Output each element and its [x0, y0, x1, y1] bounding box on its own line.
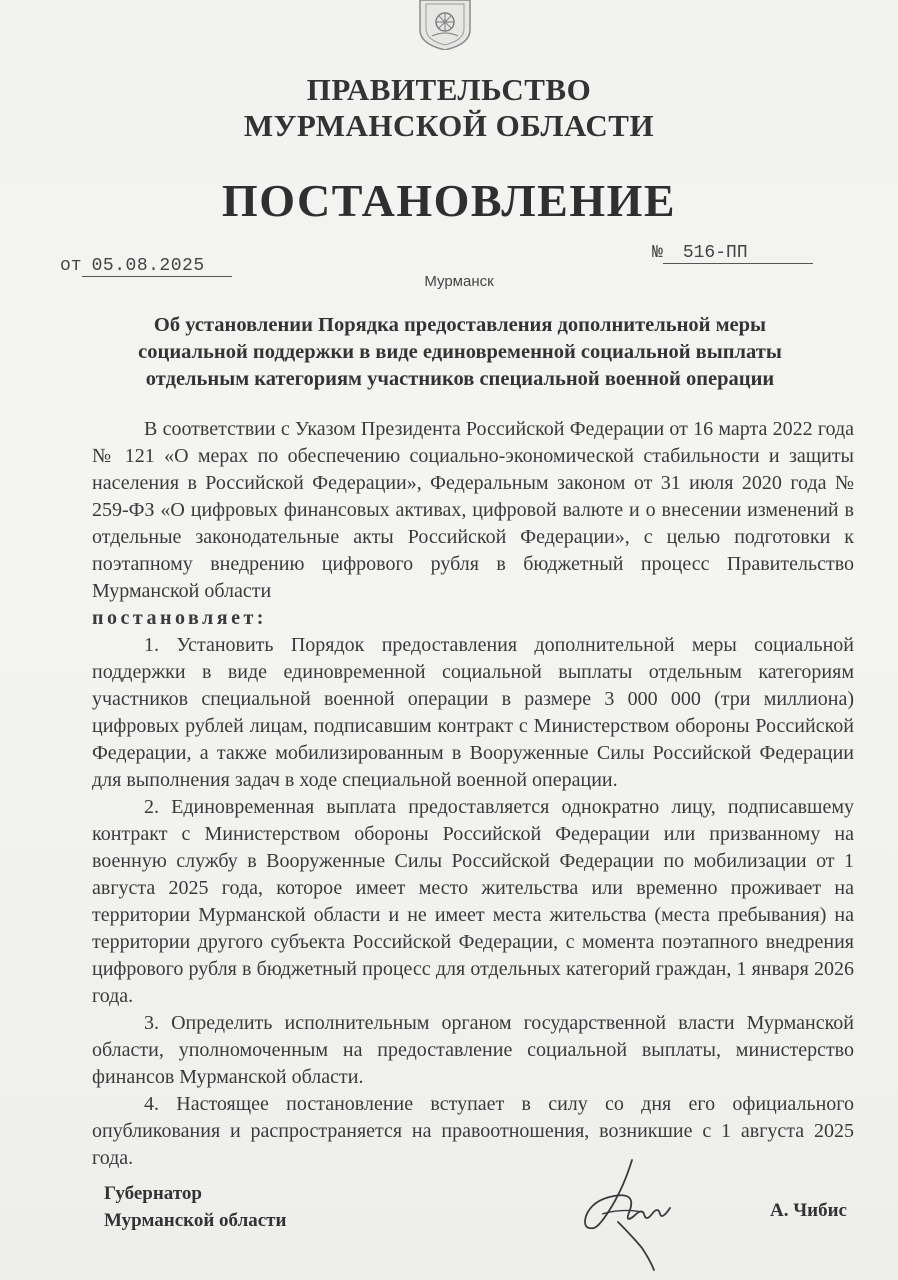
signatory-position [104, 1180, 286, 1234]
document-body [92, 416, 854, 1172]
preamble: В соответствии с Указом Президента Российской Федерации от 16 марта 2022 года № 121 «О мерах по обеспечению социально-экономической стабильности и защиты населения в Российской Федерации», Федеральным законом от 31 июля 2020 года № 259-ФЗ «О цифровых финансовых активах, цифровой валюте и о внесении изменений в отдельные законодательные акты Российской Федерации», с целью подготовки к поэтапному внедрению цифрового рубля в бюджетный процесс Правительство Мурманской области [92, 418, 854, 602]
item-4: 4. Настоящее постановление вступает в силу со дня его официального опубликования и распространяется на правоотношения, возникшие с 1 августа 2025 года. [92, 1093, 854, 1169]
signatory-name: А. Чибис [770, 1200, 847, 1221]
item-1: 1. Установить Порядок предоставления дополнительной меры социальной поддержки в виде единовременной социальной выплаты отдельным категориям участников специальной военной операции в размере 3 000 000 (три миллиона) цифровых рублей лицам, подписавшим контракт с Министерством обороны Российской Федерации, а также мобилизированным в Вооруженные Силы Российской Федерации для выполнения задач в ходе специальной военной операции. [92, 634, 854, 791]
document-number: 516-ПП [663, 243, 813, 264]
number-line [652, 243, 813, 264]
document-title: Об установлении Порядка предоставления дополнительной меры социальной поддержки в виде единовременной социальной выплаты отдельным категориям участников специальной военной операции [138, 314, 782, 390]
decree-word: постановляет: [92, 607, 267, 629]
number-prefix: № [652, 243, 663, 263]
city: Мурманск [424, 273, 494, 290]
government-name-line2: МУРМАНСКОЙ ОБЛАСТИ [243, 108, 655, 143]
position-line1: Губернатор [104, 1183, 202, 1204]
government-name-line1: ПРАВИТЕЛЬСТВО [306, 72, 592, 107]
item-3: 3. Определить исполнительным органом государственной власти Мурманской области, уполномоченным на предоставление социальной выплаты, министерство финансов Мурманской области. [92, 1012, 854, 1088]
item-2: 2. Единовременная выплата предоставляется однократно лицу, подписавшему контракт с Министерством обороны Российской Федерации или призванному на военную службу в Вооруженные Силы Российской Федерации по мобилизации от 1 августа 2025 года, которое имеет место жительства или временно проживает на территории Мурманской области и не имеет места жительства (места пребывания) на территории другого субъекта Российской Федерации, с момента поэтапного внедрения цифрового рубля в бюджетный процесс для отдельных категорий граждан, 1 января 2026 года. [92, 796, 854, 1007]
document-type: ПОСТАНОВЛЕНИЕ [221, 175, 677, 226]
document-date: 05.08.2025 [82, 256, 232, 277]
position-line2: Мурманской области [104, 1210, 287, 1231]
date-prefix: от [60, 256, 82, 276]
coat-of-arms-icon [414, 0, 476, 50]
handwritten-signature [572, 1156, 692, 1272]
